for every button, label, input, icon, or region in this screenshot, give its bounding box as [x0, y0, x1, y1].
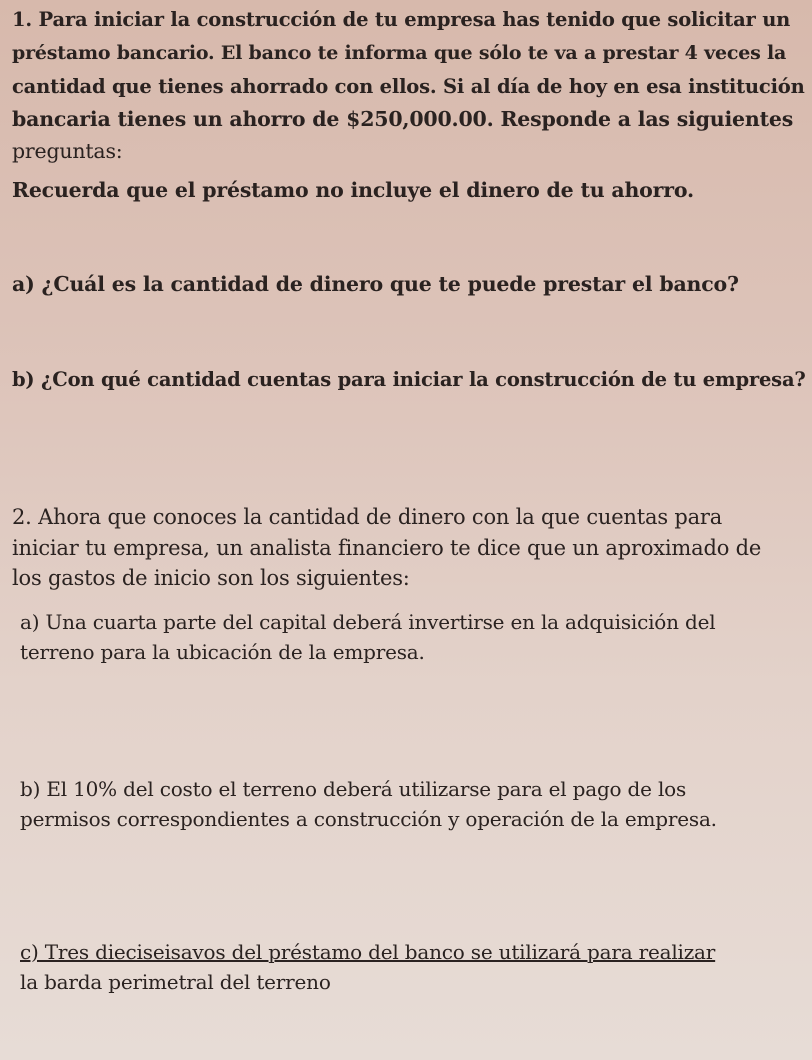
problem-1-line-1: 1. Para iniciar la construcción de tu empresa has tenido que solicitar un	[12, 8, 791, 31]
item-a-line-1: a) Una cuarta parte del capital deberá invertirse en la adquisición del	[20, 610, 716, 634]
problem-1-line-3: cantidad que tienes ahorrado con ellos. Si al día de hoy en esa institución	[12, 75, 805, 98]
item-c-line-2: la barda perimetral del terreno	[20, 970, 331, 994]
problem-2-line-2: iniciar tu empresa, un analista financiero te dice que un aproximado de	[12, 536, 762, 560]
item-c-line-1: c) Tres dieciseisavos del préstamo del banco se utilizará para realizar	[20, 940, 716, 964]
problem-2-line-3: los gastos de inicio son los siguientes:	[12, 566, 410, 590]
item-b-line-2: permisos correspondientes a construcción y operación de la empresa.	[20, 807, 717, 831]
problem-2-line-1: 2. Ahora que conoces la cantidad de dinero con la que cuentas para	[12, 505, 723, 529]
item-a-line-2: terreno para la ubicación de la empresa.	[20, 640, 425, 664]
reminder-text: Recuerda que el préstamo no incluye el dinero de tu ahorro.	[12, 178, 694, 202]
question-b: b) ¿Con qué cantidad cuentas para iniciar la construcción de tu empresa?	[12, 368, 806, 391]
problem-1-line-5: preguntas:	[12, 139, 123, 163]
problem-1-line-2: préstamo bancario. El banco te informa que sólo te va a prestar 4 veces la	[12, 42, 787, 64]
question-a: a) ¿Cuál es la cantidad de dinero que te puede prestar el banco?	[12, 272, 739, 296]
problem-1-line-4: bancaria tienes un ahorro de $250,000.00. Responde a las siguientes	[12, 107, 794, 131]
item-b-line-1: b) El 10% del costo el terreno deberá utilizarse para el pago de los	[20, 777, 687, 801]
